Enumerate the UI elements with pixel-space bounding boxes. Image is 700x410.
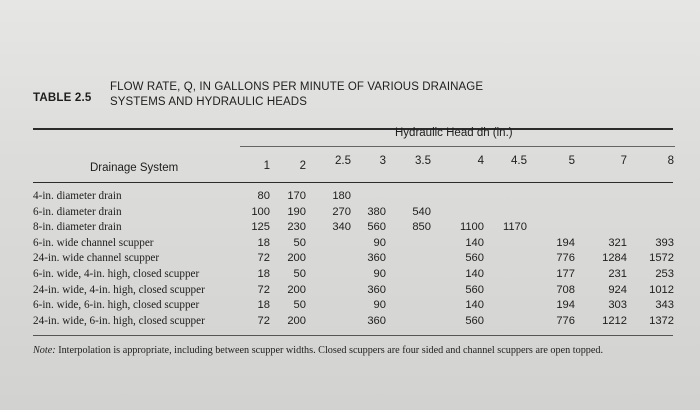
table-cell: 776 xyxy=(556,252,575,265)
table-cell: 560 xyxy=(367,221,386,234)
note-label: Note: xyxy=(33,345,56,356)
table-cell: 560 xyxy=(465,283,484,296)
table-cell: 231 xyxy=(608,268,627,280)
table-cell: 194 xyxy=(556,299,575,312)
column-header-2: 2 xyxy=(299,160,306,172)
header-bottom-rule xyxy=(33,182,673,183)
table-cell: 72 xyxy=(257,283,270,296)
table-cell: 321 xyxy=(608,236,627,249)
table-cell: 180 xyxy=(332,190,351,202)
table-bottom-rule xyxy=(33,335,673,336)
table-cell: 50 xyxy=(293,299,306,312)
table-note xyxy=(33,345,633,357)
column-header-4: 4 xyxy=(477,155,484,167)
row-label: 8-in. diameter drain xyxy=(33,221,122,234)
table-cell: 90 xyxy=(373,299,386,312)
row-label: 4-in. diameter drain xyxy=(33,190,122,202)
table-cell: 200 xyxy=(287,314,306,327)
table-cell: 1012 xyxy=(649,283,674,296)
table-cell: 708 xyxy=(556,283,575,296)
table-cell: 18 xyxy=(257,268,270,280)
row-label: 24-in. wide, 6-in. high, closed scupper xyxy=(33,314,205,327)
table-cell: 177 xyxy=(556,268,575,280)
table-cell: 340 xyxy=(332,221,351,234)
table-cell: 140 xyxy=(465,299,484,312)
table-cell: 194 xyxy=(556,236,575,249)
table-cell: 170 xyxy=(287,190,306,202)
table-cell: 230 xyxy=(287,221,306,234)
row-label: 6-in. wide, 4-in. high, closed scupper xyxy=(33,268,200,280)
row-label: 24-in. wide, 4-in. high, closed scupper xyxy=(33,283,205,296)
row-label: 6-in. wide channel scupper xyxy=(33,236,154,249)
table-cell: 360 xyxy=(367,314,386,327)
hydraulic-head-header: Hydraulic Head dh (in.) xyxy=(395,127,513,139)
table-cell: 560 xyxy=(465,314,484,327)
table-cell: 90 xyxy=(373,236,386,249)
column-header-1: 1 xyxy=(263,160,270,172)
column-header-5: 5 xyxy=(568,155,575,167)
table-cell: 380 xyxy=(367,205,386,218)
table-cell: 343 xyxy=(655,299,674,312)
column-header-8: 8 xyxy=(667,155,674,167)
row-label: 6-in. diameter drain xyxy=(33,205,122,218)
table-cell: 270 xyxy=(332,205,351,218)
table-title-line-2: SYSTEMS AND HYDRAULIC HEADS xyxy=(110,96,307,108)
table-cell: 140 xyxy=(465,236,484,249)
table-cell: 1100 xyxy=(459,221,484,234)
table-cell: 18 xyxy=(257,236,270,249)
table-cell: 360 xyxy=(367,252,386,265)
table-cell: 776 xyxy=(556,314,575,327)
table-cell: 850 xyxy=(412,221,431,234)
table-cell: 200 xyxy=(287,252,306,265)
table-cell: 100 xyxy=(251,205,270,218)
row-label: 24-in. wide channel scupper xyxy=(33,252,160,265)
table-cell: 72 xyxy=(257,314,270,327)
table-cell: 560 xyxy=(465,252,484,265)
table-cell: 393 xyxy=(655,236,674,249)
table-cell: 1572 xyxy=(649,252,674,265)
table-cell: 18 xyxy=(257,299,270,312)
table-cell: 90 xyxy=(373,268,386,280)
drainage-system-header: Drainage System xyxy=(90,162,179,174)
table-cell: 1372 xyxy=(649,314,674,327)
table-cell: 190 xyxy=(287,205,306,218)
column-header-7: 7 xyxy=(620,155,627,167)
table-title-line-1: FLOW RATE, Q, IN GALLONS PER MINUTE OF VARIOUS DRAINAGE xyxy=(110,81,484,93)
table-cell: 50 xyxy=(293,236,306,249)
table-cell: 1170 xyxy=(502,221,527,234)
table-top-rule xyxy=(33,128,673,130)
note-text: Interpolation is appropriate, including between scupper widths. Closed scuppers are four sided and channel scuppers are open topped. xyxy=(58,345,604,356)
column-header-3.5: 3.5 xyxy=(415,155,431,167)
table-cell: 360 xyxy=(367,283,386,296)
table-cell: 303 xyxy=(608,299,627,312)
table-number: TABLE 2.5 xyxy=(33,92,92,104)
column-header-2.5: 2.5 xyxy=(335,155,351,167)
table-cell: 125 xyxy=(251,221,270,234)
column-header-3: 3 xyxy=(379,155,386,167)
table-cell: 80 xyxy=(257,190,270,202)
header-span-rule xyxy=(240,146,675,147)
table-cell: 1284 xyxy=(602,252,627,265)
table-cell: 540 xyxy=(412,205,431,218)
table-cell: 253 xyxy=(655,268,674,280)
table-cell: 50 xyxy=(293,268,306,280)
row-label: 6-in. wide, 6-in. high, closed scupper xyxy=(33,299,200,312)
table-cell: 1212 xyxy=(602,314,627,327)
table-cell: 200 xyxy=(287,283,306,296)
table-cell: 72 xyxy=(257,252,270,265)
table-cell: 924 xyxy=(608,283,627,296)
table-cell: 140 xyxy=(465,268,484,280)
table-title xyxy=(110,80,540,110)
column-header-4.5: 4.5 xyxy=(511,155,527,167)
